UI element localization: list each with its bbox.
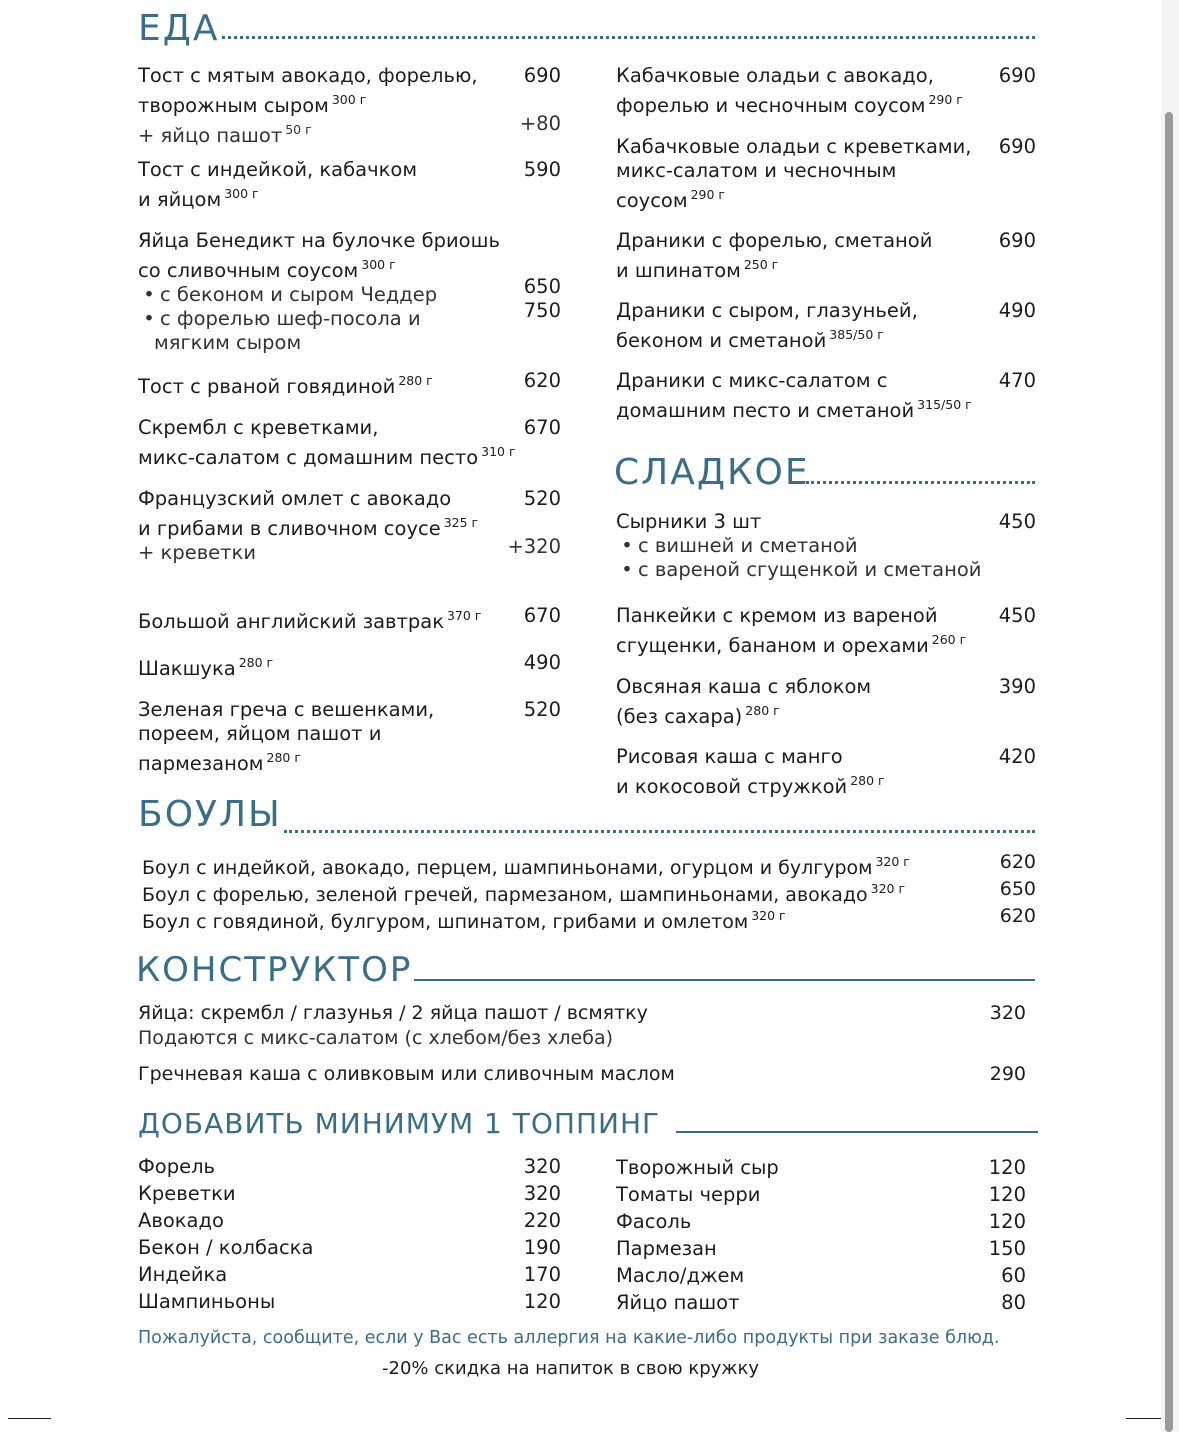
item-weight: 290 г [690,187,725,202]
topping-name: Форель [138,1155,216,1178]
item-price: 690 [998,135,1036,158]
topping-item [616,1210,1028,1234]
item-price: 650 [999,878,1036,900]
item-name: и яйцом [138,188,222,211]
item-price: 420 [998,745,1036,768]
item-name: Французский омлет с авокадо [138,487,452,510]
topping-price: 170 [523,1263,561,1286]
menu-item [138,416,563,470]
item-price: 490 [998,299,1036,322]
item-name: соусом [616,189,688,212]
item-name: и грибами в сливочном соусе [138,517,441,540]
bowl-item [142,850,1038,880]
scrollbar-thumb[interactable] [1165,112,1173,1432]
topping-name: Масло/джем [616,1264,745,1287]
section-title-sweet: СЛАДКОЕ [614,452,810,493]
topping-name: Бекон / колбаска [138,1236,314,1259]
item-weight: 385/50 г [829,327,884,342]
item-extra-price: +320 [507,535,561,558]
item-name: форелью и чесночным соусом [616,94,926,117]
item-option: с вишней и сметаной [638,534,858,557]
item-price: 690 [998,64,1036,87]
topping-item [138,1263,563,1287]
menu-item [616,299,1038,353]
item-name: Тост с мятым авокадо, форелью, [138,64,478,87]
item-weight: 260 г [931,632,967,647]
item-price: 590 [523,158,561,181]
section-divider [284,830,1035,833]
item-name: Драники с микс-салатом с [616,369,888,392]
topping-price: 320 [523,1155,561,1178]
item-name: микс-салатом и чесночным [616,159,897,182]
bowl-item [142,877,1038,907]
topping-item [138,1236,563,1260]
section-divider [806,481,1035,484]
menu-item [616,229,1038,283]
item-price: 320 [989,1002,1026,1024]
item-name: со сливочным соусом [138,259,359,282]
item-weight: 280 г [398,373,433,388]
section-title-bowls: БОУЛЫ [138,794,282,835]
topping-item [616,1264,1028,1288]
item-weight: 280 г [745,703,780,718]
topping-name: Томаты черри [616,1183,761,1206]
topping-name: Креветки [138,1182,236,1205]
item-price: 620 [523,369,561,392]
item-weight: 300 г [224,186,259,201]
menu-item [138,487,563,565]
topping-name: Индейка [138,1263,228,1286]
item-weight: 300 г [361,257,396,272]
topping-item [616,1237,1028,1261]
item-option: с вареной сгущенкой и сметаной [638,558,982,581]
item-note: Подаются с микс-салатом (с хлебом/без хлеба) [138,1027,614,1049]
item-price: 620 [999,905,1036,927]
section-divider [676,1131,1038,1133]
item-name: Драники с сыром, глазуньей, [616,299,918,322]
item-name: пореем, яйцом пашот и [138,722,382,745]
topping-name: Фасоль [616,1210,692,1233]
item-weight: 310 г [481,444,516,459]
item-name: Сырники 3 шт [616,510,762,533]
topping-item [138,1182,563,1206]
item-weight: 250 г [743,257,779,272]
item-name: Шакшука [138,657,236,680]
topping-item [138,1290,563,1314]
topping-price: 120 [988,1183,1026,1206]
topping-price: 220 [523,1209,561,1232]
item-price: 450 [998,510,1036,533]
item-name: Боул с говядиной, булгуром, шпинатом, грибами и омлетом [142,911,749,933]
menu-item [138,651,563,681]
item-price: 390 [998,675,1036,698]
topping-price: 320 [523,1182,561,1205]
item-price: 470 [998,369,1036,392]
topping-item [138,1209,563,1233]
menu-item [616,745,1038,799]
bowl-item [142,904,1038,934]
item-name: Драники с форелью, сметаной [616,229,933,252]
builder-item [138,1001,1028,1051]
item-name: Панкейки с кремом из вареной [616,604,938,627]
item-name: и кокосовой стружкой [616,775,848,798]
item-weight: 370 г [446,608,482,623]
item-price: 670 [523,416,561,439]
item-name: Яйца Бенедикт на булочке бриошь [138,229,500,252]
section-title-food: ЕДА [138,8,220,49]
topping-name: Шампиньоны [138,1290,276,1313]
item-option-price: 650 [523,275,561,298]
item-weight: 315/50 г [917,397,972,412]
item-name: домашним песто и сметаной [616,399,915,422]
menu-item [138,604,563,634]
topping-item [616,1183,1028,1207]
section-title-toppings: ДОБАВИТЬ МИНИМУМ 1 ТОППИНГ [138,1107,661,1140]
item-name: Тост с рваной говядиной [138,375,396,398]
item-weight: 280 г [266,750,301,765]
item-extra: + креветки [138,541,256,564]
item-name: Боул с форелью, зеленой гречей, пармезаном, шампиньонами, авокадо [142,884,868,906]
menu-item [138,158,563,212]
item-price: 490 [523,651,561,674]
topping-name: Яйцо пашот [616,1291,740,1314]
topping-item [616,1156,1028,1180]
item-name: Тост с индейкой, кабачком [138,158,418,181]
item-price: 670 [523,604,561,627]
item-option: с форелью шеф-посола и [160,307,421,330]
item-weight: 320 г [870,881,906,896]
item-weight: 300 г [331,92,367,107]
item-option-price: 750 [523,299,561,322]
item-weight: 50 г [285,122,312,137]
item-name: (без сахара) [616,705,743,728]
menu-item [138,229,563,355]
topping-name: Творожный сыр [616,1156,779,1179]
topping-price: 190 [523,1236,561,1259]
topping-name: Пармезан [616,1237,717,1260]
item-price: 520 [523,487,561,510]
item-price: 690 [523,64,561,87]
topping-price: 120 [988,1210,1026,1233]
section-title-builder: КОНСТРУКТОР [136,950,413,990]
item-extra-price: +80 [519,112,561,135]
item-name: Зеленая греча с вешенками, [138,698,435,721]
item-name: Яйца: скрембл / глазунья / 2 яйца пашот / всмятку [138,1002,648,1024]
section-divider [414,979,1035,981]
item-price: 450 [998,604,1036,627]
topping-price: 120 [988,1156,1026,1179]
section-divider [222,36,1035,39]
item-name: творожным сыром [138,94,329,117]
item-option: мягким сыром [154,331,302,354]
menu-item [616,675,1038,729]
topping-item [138,1155,563,1179]
cup-discount-note: -20% скидка на напиток в свою кружку [382,1358,760,1379]
builder-item [138,1062,1028,1087]
item-weight: 280 г [238,655,274,670]
item-name: и шпинатом [616,259,741,282]
menu-item [616,135,1038,213]
menu-item [616,369,1038,423]
item-name: пармезаном [138,752,264,775]
topping-price: 120 [523,1290,561,1313]
menu-item [138,369,563,399]
item-weight: 280 г [850,773,885,788]
allergy-notice: Пожалуйста, сообщите, если у Вас есть аллергия на какие-либо продукты при заказе блюд. [138,1328,1000,1348]
item-name: Скрембл с креветками, [138,416,379,439]
topping-price: 60 [1001,1264,1026,1287]
item-price: 290 [989,1063,1026,1085]
menu-item [616,510,1038,582]
bullet-icon: • [143,307,155,330]
scrollbar-track[interactable] [1161,0,1179,1432]
topping-item [616,1291,1028,1315]
item-name: Рисовая каша с манго [616,745,843,768]
item-weight: 320 г [751,908,786,923]
item-name: Боул с индейкой, авокадо, перцем, шампиньонами, огурцом и булгуром [142,857,873,879]
menu-item [138,64,563,148]
bullet-icon: • [621,558,633,581]
item-weight: 320 г [875,854,910,869]
item-name: Кабачковые оладьи с креветками, [616,135,972,158]
item-price: 520 [523,698,561,721]
item-weight: 325 г [443,515,479,530]
item-price: 690 [998,229,1036,252]
item-name: Овсяная каша с яблоком [616,675,872,698]
item-name: Большой английский завтрак [138,610,444,633]
item-name: беконом и сметаной [616,329,827,352]
item-option: с беконом и сыром Чеддер [160,283,438,306]
bullet-icon: • [621,534,633,557]
item-name: микс-салатом с домашним песто [138,446,479,469]
item-weight: 290 г [928,92,963,107]
menu-item [616,64,1038,118]
item-extra: + яйцо пашот [138,124,283,147]
bullet-icon: • [143,283,155,306]
item-name: сгущенки, бананом и орехами [616,634,929,657]
menu-item [616,604,1038,658]
item-price: 620 [999,851,1036,873]
topping-name: Авокадо [138,1209,224,1232]
topping-price: 80 [1001,1291,1026,1314]
item-name: Кабачковые оладьи с авокадо, [616,64,934,87]
topping-price: 150 [988,1237,1026,1260]
item-name: Гречневая каша с оливковым или сливочным маслом [138,1063,675,1085]
page-edge-line [8,1418,51,1419]
menu-item [138,698,563,776]
